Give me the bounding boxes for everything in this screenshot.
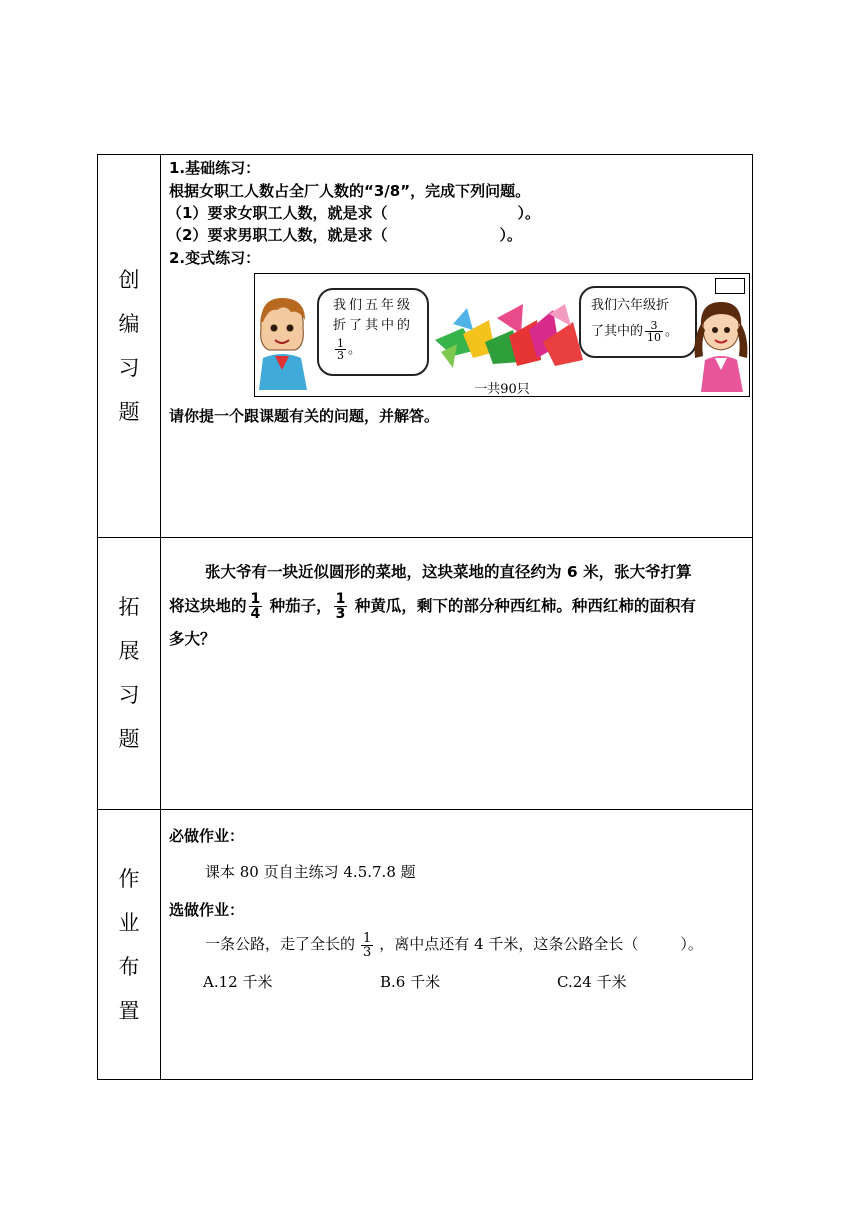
optional-question — [205, 927, 703, 961]
frac-numerator: 1 — [250, 591, 261, 607]
label-char: 题 — [118, 400, 140, 424]
label-char: 置 — [118, 999, 140, 1023]
variant-practice-heading: 2.变式练习： — [169, 249, 261, 267]
label-char: 习 — [118, 683, 140, 707]
option-c[interactable]: C.24 千米 — [557, 973, 627, 991]
bubble-left-end: 。 — [348, 342, 362, 357]
q2-number: （2） — [167, 226, 208, 244]
small-box — [715, 278, 745, 294]
q1-number: （1） — [167, 204, 208, 222]
label-char: 展 — [118, 639, 140, 663]
right-speech-bubble — [579, 286, 697, 358]
label-char: 创 — [118, 268, 140, 292]
homework-section — [161, 809, 752, 1081]
q1-text: 要求女职工人数，就是求（ — [207, 204, 388, 222]
bubble-left-fraction — [333, 338, 427, 361]
question-2 — [167, 224, 522, 246]
option-a[interactable]: A.12 千米 — [203, 973, 273, 991]
label-char: 习 — [118, 356, 140, 380]
frac-denominator: 4 — [250, 606, 261, 622]
basic-practice-intro: 根据女职工人数占全厂人数的“3/8”，完成下列问题。 — [169, 182, 531, 200]
bubble-left-line1: 我们五年级 — [333, 298, 414, 313]
required-homework-item: 课本 80 页自主练习 4.5.7.8 题 — [205, 863, 416, 881]
frac-denominator: 3 — [363, 944, 372, 960]
frac-numerator: 1 — [335, 591, 346, 607]
extend-line2-b: 种茄子， — [264, 597, 332, 615]
optional-homework-title: 选做作业： — [169, 901, 245, 919]
paper-cranes-icon — [433, 300, 589, 374]
frac-numerator: 1 — [337, 337, 344, 350]
bubble-right-line2: 了其中的 — [591, 324, 644, 339]
extend-line2-c: 种黄瓜，剩下的部分种西红柿。种西红柿的面积有 — [349, 597, 696, 615]
bubble-left-line2: 折了其中的 — [333, 318, 414, 333]
label-char: 拓 — [118, 595, 140, 619]
section-label-extend — [98, 537, 160, 809]
section-label-create — [98, 155, 160, 537]
bubble-right-line2-wrap — [591, 320, 695, 343]
extend-section — [161, 537, 752, 809]
boy-icon — [255, 294, 309, 390]
frac-denominator: 3 — [335, 606, 346, 622]
frac-denominator: 3 — [337, 349, 344, 362]
optional-question-b: ，离中点还有 4 千米，这条公路全长（ — [379, 935, 639, 953]
option-b[interactable]: B.6 千米 — [380, 973, 441, 991]
label-char: 业 — [118, 911, 140, 935]
create-section — [161, 155, 752, 537]
extend-line-2 — [169, 589, 696, 623]
q2-close: ）。 — [499, 226, 522, 244]
section-label-homework — [98, 809, 160, 1081]
question-1 — [167, 202, 540, 224]
extend-line2-a: 将这块地的 — [169, 597, 247, 615]
paper-crane-illustration — [254, 273, 750, 397]
extend-line-1: 张大爷有一块近似圆形的菜地，这块菜地的直径约为 6 米，张大爷打算 — [205, 563, 692, 581]
label-char: 布 — [118, 955, 140, 979]
q2-text: 要求男职工人数，就是求（ — [207, 226, 388, 244]
frac-denominator: 10 — [647, 331, 662, 344]
bubble-right-line1: 我们六年级折 — [591, 298, 670, 313]
extend-line-3: 多大？ — [169, 630, 216, 648]
girl-icon — [693, 298, 749, 392]
left-speech-bubble — [317, 288, 429, 376]
label-char: 编 — [118, 312, 140, 336]
bubble-right-end: 。 — [665, 324, 679, 339]
crane-caption: 一共90只 — [474, 382, 530, 397]
basic-practice-heading: 1.基础练习： — [169, 159, 261, 177]
optional-question-close: ）。 — [680, 935, 703, 953]
lesson-table — [97, 154, 753, 1080]
frac-numerator: 3 — [650, 319, 658, 332]
frac-numerator: 1 — [363, 930, 372, 946]
ask-question-prompt: 请你提一个跟课题有关的问题，并解答。 — [169, 407, 440, 425]
label-char: 题 — [118, 727, 140, 751]
label-char: 作 — [118, 867, 140, 891]
q1-close: ）。 — [517, 204, 540, 222]
required-homework-title: 必做作业： — [169, 827, 245, 845]
optional-question-a: 一条公路，走了全长的 — [205, 935, 356, 953]
